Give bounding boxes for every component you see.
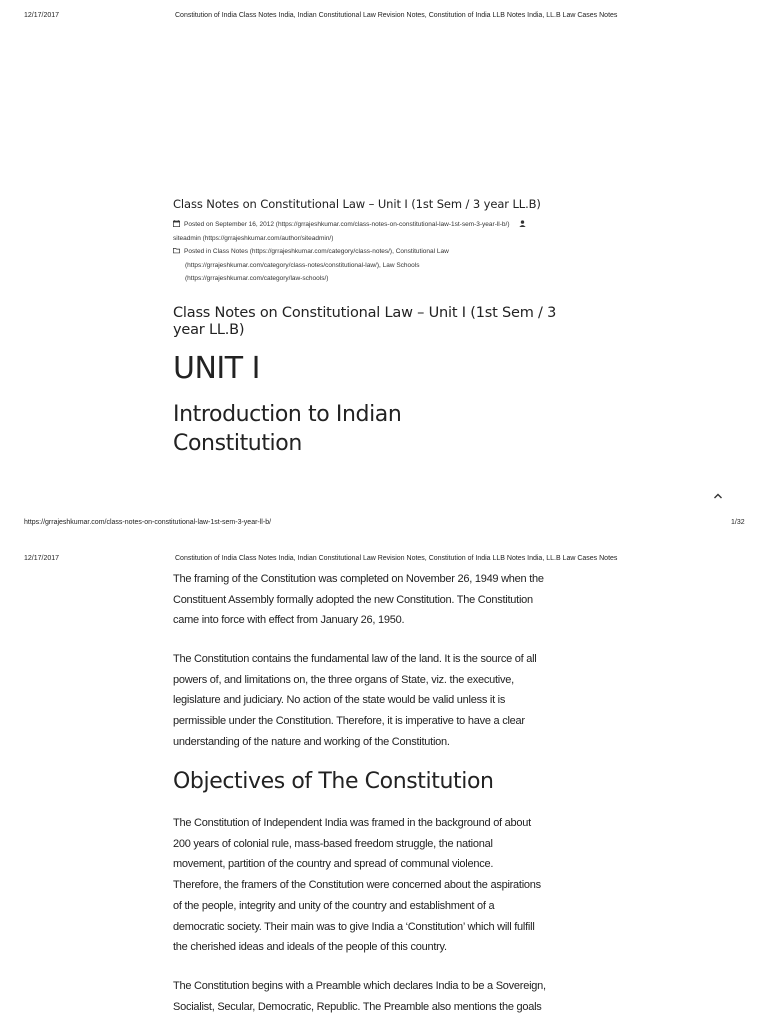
posted-on-line xyxy=(173,218,530,232)
paragraph-line: movement, partition of the country and spread of communal violence. xyxy=(173,858,494,871)
user-icon xyxy=(519,220,526,227)
paragraph-line: democratic society. Their main was to give India a ‘Constitution’ which will fulfill xyxy=(173,920,535,933)
chevron-up-icon[interactable] xyxy=(712,490,724,502)
calendar-icon xyxy=(173,220,180,227)
page2-header-date: 12/17/2017 xyxy=(24,555,60,562)
article-title-line-1: Class Notes on Constitutional Law – Unit I (1st Sem / 3 xyxy=(173,305,557,321)
page1-footer-url: https://grrajeshkumar.com/class-notes-on-constitutional-law-1st-sem-3-year-ll-b/ xyxy=(24,519,272,526)
heading-introduction xyxy=(173,401,593,458)
paragraph-line: The Constitution of Independent India was framed in the background of about xyxy=(173,817,531,829)
paragraph-line: permissible under the Constitution. Therefore, it is imperative to have a clear xyxy=(173,715,525,728)
paragraph-fundamental-law xyxy=(173,649,585,753)
posted-in-line-2[interactable]: (https://grrajeshkumar.com/category/class-notes/constitutional-law/), Law Schools xyxy=(185,261,420,269)
post-title[interactable]: Class Notes on Constitutional Law – Unit I (1st Sem / 3 year LL.B) xyxy=(173,197,541,211)
page1-footer-page-number: 1/32 xyxy=(731,519,745,526)
heading-objectives: Objectives of The Constitution xyxy=(173,769,494,794)
paragraph-line: Socialist, Secular, Democratic, Republic. The Preamble also mentions the goals xyxy=(173,1000,542,1013)
heading-unit: UNIT I xyxy=(173,351,260,386)
paragraph-line: The Constitution begins with a Preamble which declares India to be a Sovereign, xyxy=(173,980,546,992)
paragraph-framing xyxy=(173,569,585,631)
folder-icon xyxy=(173,247,180,254)
heading-introduction-line-2: Constitution xyxy=(173,430,302,456)
author-line[interactable]: siteadmin (https://grrajeshkumar.com/author/siteadmin/) xyxy=(173,234,334,242)
paragraph-preamble xyxy=(173,976,585,1017)
paragraph-line: legislature and judiciary. No action of the state would be valid unless it is xyxy=(173,694,506,707)
paragraph-line: The framing of the Constitution was completed on November 26, 1949 when the xyxy=(173,573,544,585)
heading-introduction-line-1: Introduction to Indian xyxy=(173,402,402,427)
posted-in-line-3[interactable]: (https://grrajeshkumar.com/category/law-schools/) xyxy=(185,275,329,282)
post-meta xyxy=(173,218,530,286)
posted-in-text[interactable]: Posted in Class Notes (https://grrajeshkumar.com/category/class-notes/), Constitutional Law xyxy=(184,248,449,255)
article-title xyxy=(173,305,593,338)
article-title-line-2: year LL.B) xyxy=(173,321,245,338)
paragraph-line: of the people, integrity and unity of the country and establishment of a xyxy=(173,899,495,912)
page1-header-date: 12/17/2017 xyxy=(24,12,60,19)
posted-in-line xyxy=(173,245,530,259)
paragraph-line: came into force with effect from January 26, 1950. xyxy=(173,614,405,627)
paragraph-line: The Constitution contains the fundamental law of the land. It is the source of all xyxy=(173,653,537,665)
paragraph-objectives xyxy=(173,813,585,958)
paragraph-line: Therefore, the framers of the Constitution were concerned about the aspirations xyxy=(173,879,541,892)
paragraph-line: Constituent Assembly formally adopted the new Constitution. The Constitution xyxy=(173,593,533,606)
page1-header-title: Constitution of India Class Notes India, Indian Constitutional Law Revision Notes, Constitution of India LLB Notes India, LL.B Law Cases Notes xyxy=(175,12,618,19)
paragraph-line: the cherished ideas and ideals of the people of this country. xyxy=(173,941,447,954)
paragraph-line: understanding of the nature and working of the Constitution. xyxy=(173,735,450,748)
posted-on-text[interactable]: Posted on September 16, 2012 (https://grrajeshkumar.com/class-notes-on-constitutional-law-1st-sem-3-year-ll-b/) xyxy=(184,221,510,228)
paragraph-line: 200 years of colonial rule, mass-based freedom struggle, the national xyxy=(173,837,493,850)
page2-header-title: Constitution of India Class Notes India, Indian Constitutional Law Revision Notes, Constitution of India LLB Notes India, LL.B Law Cases Notes xyxy=(175,555,618,562)
paragraph-line: powers of, and limitations on, the three organs of State, viz. the executive, xyxy=(173,673,514,686)
